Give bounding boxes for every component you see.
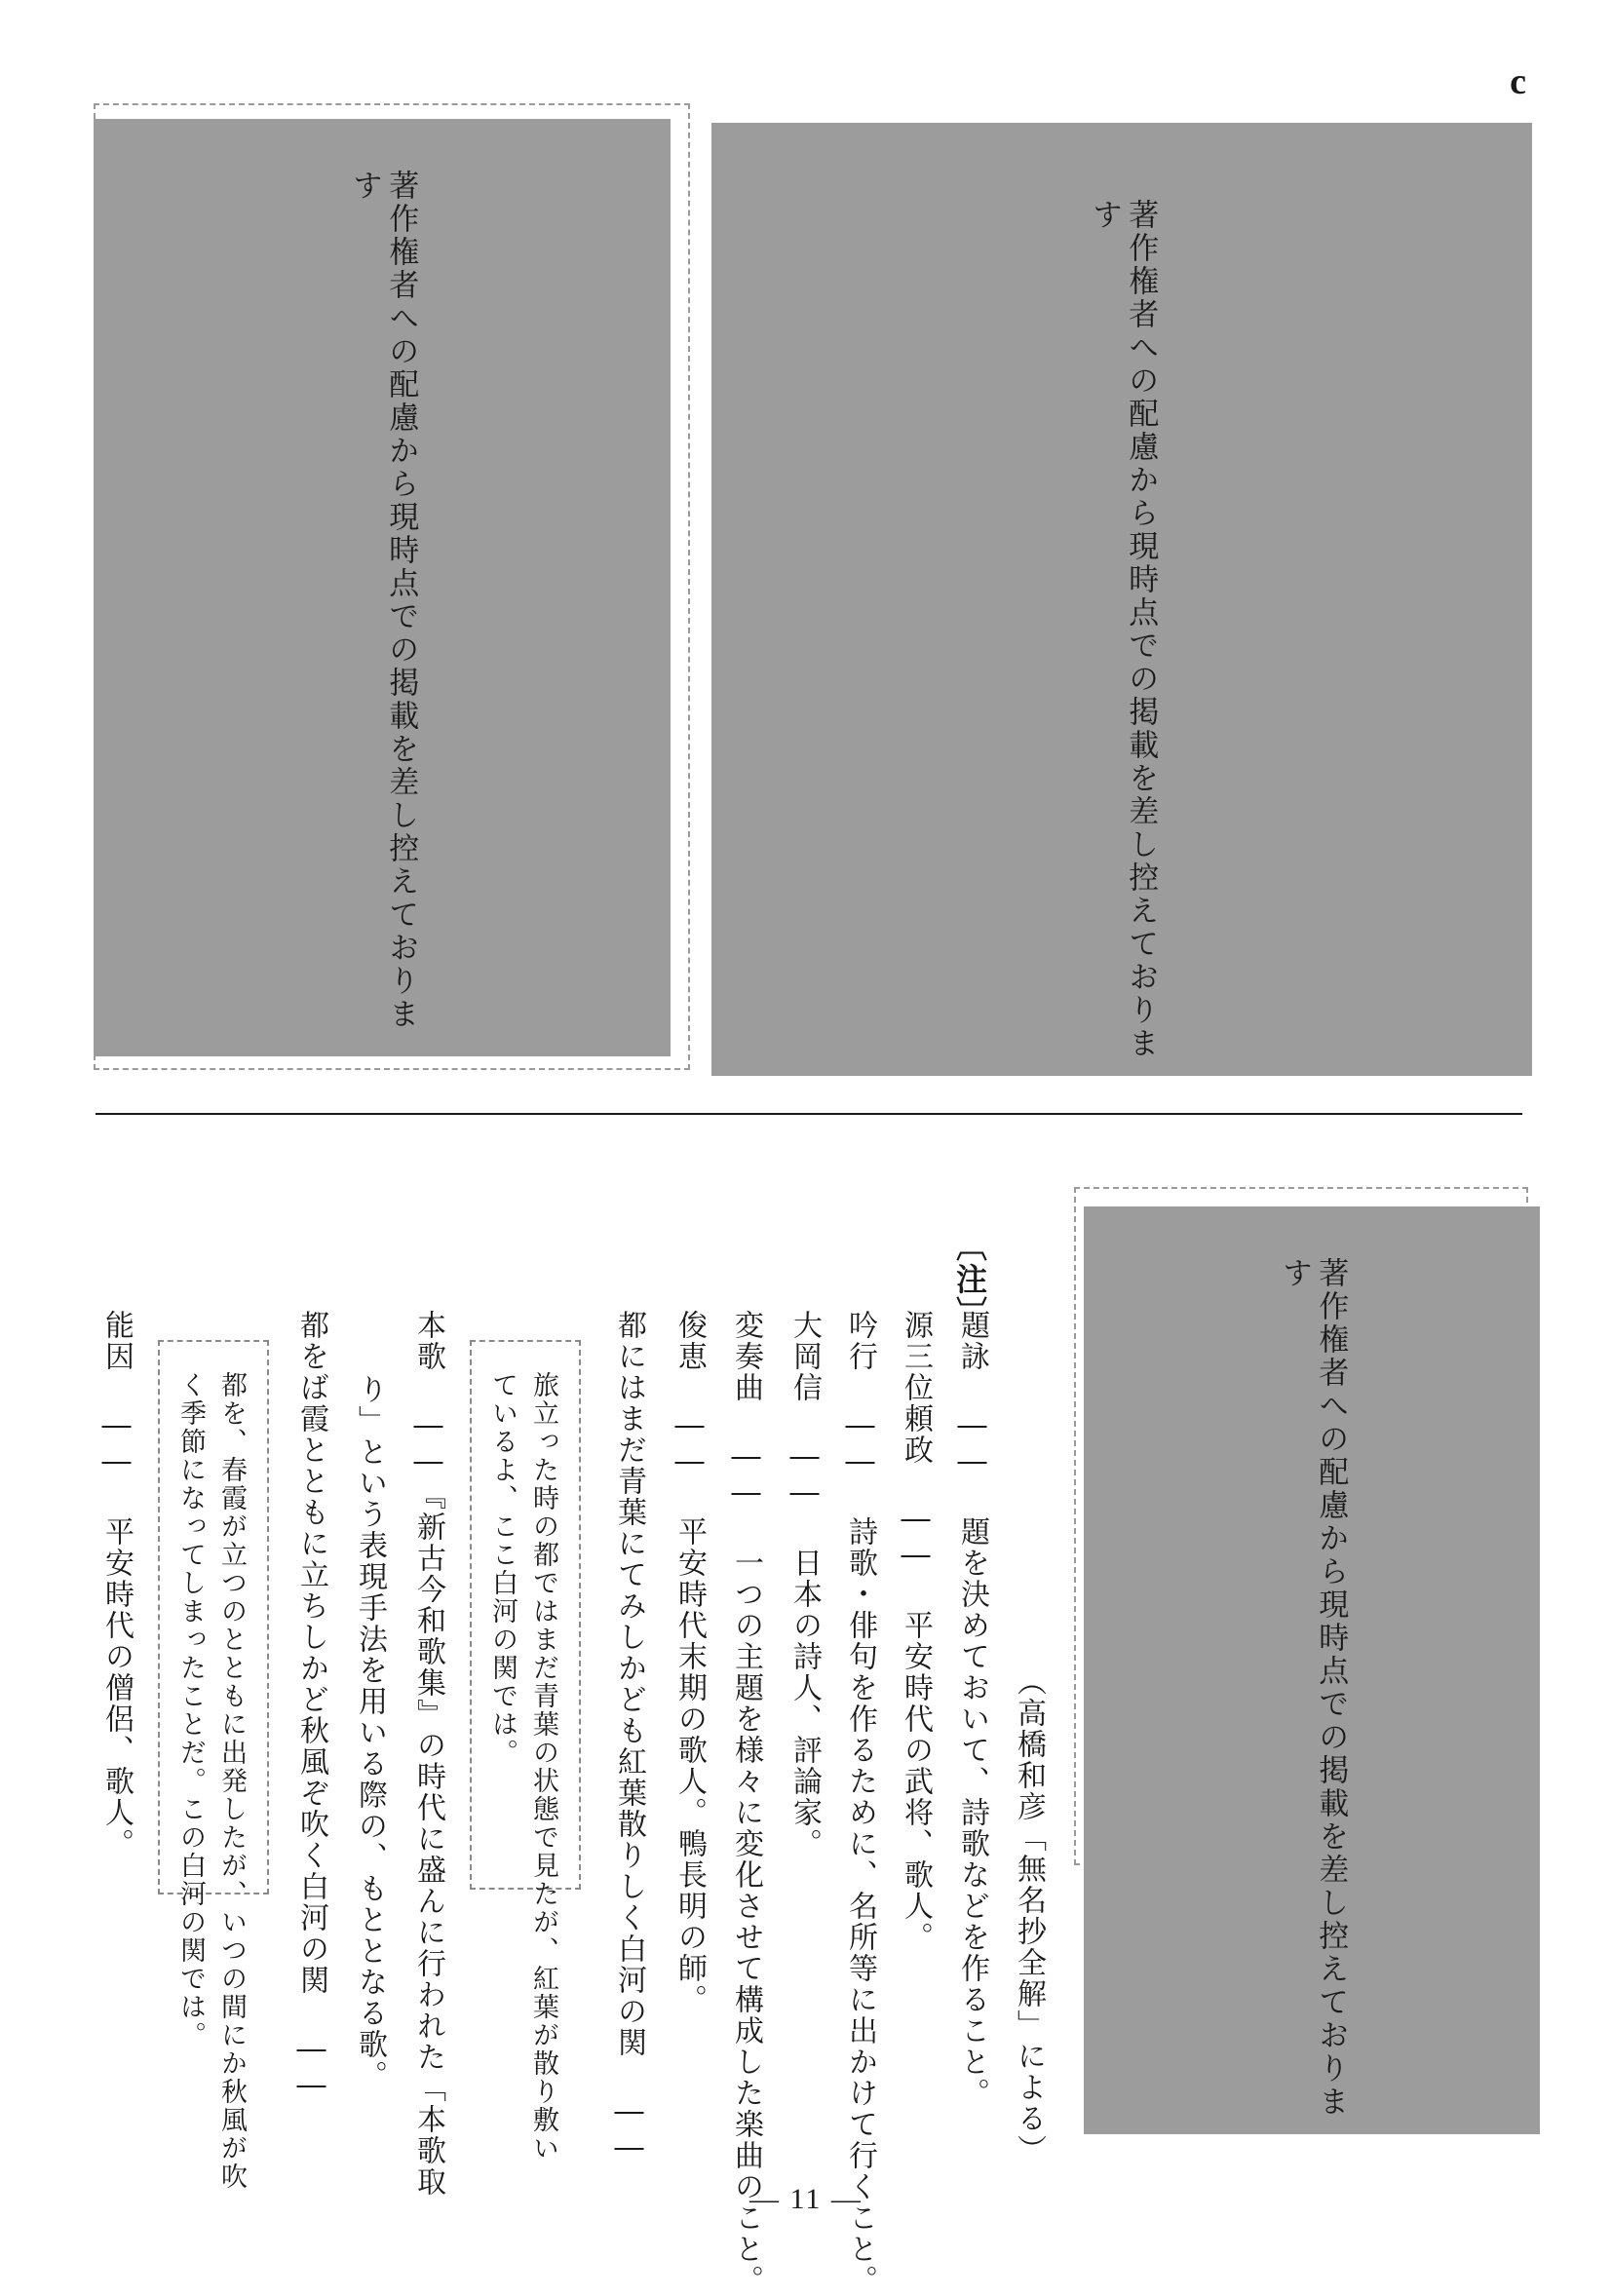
note-poem1: 都にはまだ青葉にてみしかども紅葉散りしく白河の関 ――: [612, 1310, 646, 2166]
translation-1-line-1: 旅立った時の都ではまだ青葉の状態で見たが、紅葉が散り敷い: [528, 1371, 558, 2162]
section-letter: c: [1510, 61, 1526, 102]
note-shunei: 俊恵 ―― 平安時代末期の歌人。鴨長明の師。: [672, 1310, 707, 2015]
withheld-notice: 著作権者への配慮から現時点での掲載を差し控えております: [1087, 199, 1159, 1060]
translation-2-line-2: く季節になってしまったことだ。この白河の関では。: [175, 1371, 206, 2049]
note-daiei: 題詠 ―― 題を決めておいて、詩歌などを作ること。: [955, 1310, 989, 2109]
note-honka-line-1: 本歌 ――『新古今和歌集』の時代に盛んに行われた「本歌取: [411, 1310, 445, 2198]
note-yorimasa: 源三位頼政 ―― 平安時代の武将、歌人。: [899, 1310, 933, 1953]
translation-box-2: [158, 1340, 269, 2191]
note-hensokyoku: 変奏曲 ―― 一つの主題を様々に変化させて構成した楽曲のこと。: [729, 1310, 763, 2296]
note-honka-line-2: り」という表現手法を用いる際の、もととなる歌。: [353, 1374, 387, 2091]
translation-1-line-2: ているよ、ここ白河の関では。: [487, 1371, 518, 1767]
note-ooka: 大岡信 ―― 日本の詩人、評論家。: [787, 1310, 822, 1859]
withheld-image-top-left: [94, 119, 671, 1056]
withheld-image-bottom-right: [1084, 1206, 1540, 2134]
section-divider: [96, 1113, 1522, 1115]
translation-box-1: [470, 1340, 581, 2162]
note-poem2: 都をば霞とともに立ちしかど秋風ぞ吹く白河の関 ――: [294, 1310, 328, 2104]
translation-2-line-1: 都を、春霞が立つのとともに出発したが、いつの間にか秋風が吹: [216, 1371, 247, 2191]
note-ginko: 吟行 ―― 詩歌・俳句を作るために、名所等に出かけて行くこと。: [843, 1310, 877, 2296]
note-noin: 能因 ―― 平安時代の僧侶、歌人。: [99, 1310, 134, 1859]
withheld-image-top-right: [711, 123, 1532, 1076]
page-number: ― 11 ―: [749, 2183, 863, 2215]
source-citation: （高橋和彦「無名抄全解」による）: [1012, 1666, 1046, 2165]
withheld-notice: 著作権者への配慮から現時点での掲載を差し控えております: [1277, 1257, 1349, 2119]
notes-heading: 〔注〕: [951, 1230, 988, 1329]
withheld-notice: 著作権者への配慮から現時点での掲載を差し控えております: [347, 170, 419, 1031]
